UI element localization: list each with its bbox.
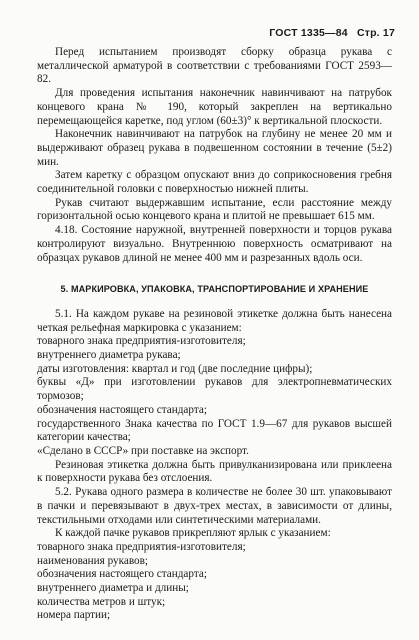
paragraph: Перед испытанием производят сборку образца рукава с металлической арматурой в соответствии с требованиями ГОСТ 2593—82. [37, 46, 392, 86]
list-item: государственного Знака качества по ГОСТ 1.9—67 для рукавов высшей категории качества; [37, 417, 392, 444]
page-header [263, 27, 395, 39]
standard-number: ГОСТ 1335—84 [269, 27, 348, 39]
document-body [37, 46, 392, 623]
list-item: буквы «Д» при изготовлении рукавов для электропневматических тормозов; [37, 376, 392, 403]
list-item: наименования рукавов; [37, 554, 149, 567]
paragraph: Наконечник навинчивают на патрубок на глубину не менее 20 мм и выдерживают образец рукава в подвешенном состоянии в течение (5±2) мин. [37, 128, 392, 168]
paragraph: Затем каретку с образцом опускают вниз до соприкосновения гребня соединительной головки с поверхностью нижней плиты. [37, 169, 392, 196]
list-item: номера партии; [37, 609, 111, 622]
section-heading: 5. МАРКИРОВКА, УПАКОВКА, ТРАНСПОРТИРОВАНИЕ И ХРАНЕНИЕ [60, 284, 369, 295]
list-item: обозначения настоящего стандарта; [37, 568, 207, 581]
paragraph: Рукав считают выдержавшим испытание, если расстояние между горизонтальной осью концевого крана и плитой не превышает 615 мм. [37, 196, 392, 223]
clause-5-1: 5.1. На каждом рукаве на резиновой этикетке должна быть нанесена четкая рельефная маркировка с указанием: [37, 307, 392, 334]
list-item: товарного знака предприятия-изготовителя; [37, 540, 246, 553]
page-number: Стр. 17 [356, 27, 395, 39]
list-item: «Сделано в СССР» при поставке на экспорт. [37, 444, 249, 457]
list-item: товарного знака предприятия-изготовителя; [37, 335, 246, 348]
clause-5-2: 5.2. Рукава одного размера в количестве не более 30 шт. упаковывают в пачки и перевязывают в двух-трех местах, в зависимости от длины, текстильными отходами или синтетическими материалами. [37, 486, 392, 526]
list-item: обозначения настоящего стандарта; [37, 403, 207, 416]
list-item: даты изготовления: квартал и год (две последние цифры); [37, 362, 313, 375]
list-item: количества метров и штук; [37, 595, 166, 608]
paragraph: Резиновая этикетка должна быть привулканизирована или приклеена к поверхности рукава без отслоения. [37, 458, 392, 485]
list-item: внутреннего диаметра рукава; [37, 349, 181, 362]
paragraph: Для проведения испытания наконечник навинчивают на патрубок концевого крана № 190, который закреплен на вертикально перемещающейся каретке, под углом (60±3)° к вертикальной плоскости. [37, 87, 392, 127]
clause-4-18: 4.18. Состояние наружной, внутренней поверхности и торцов рукава контролируют визуально. Внутреннюю поверхность осматривают на образцах рукавов длиной не менее 400 мм и разрезанных вдоль оси. [37, 224, 392, 264]
list-item: внутреннего диаметра и длины; [37, 582, 189, 595]
paragraph: К каждой пачке рукавов прикрепляют ярлык с указанием: [55, 527, 331, 540]
